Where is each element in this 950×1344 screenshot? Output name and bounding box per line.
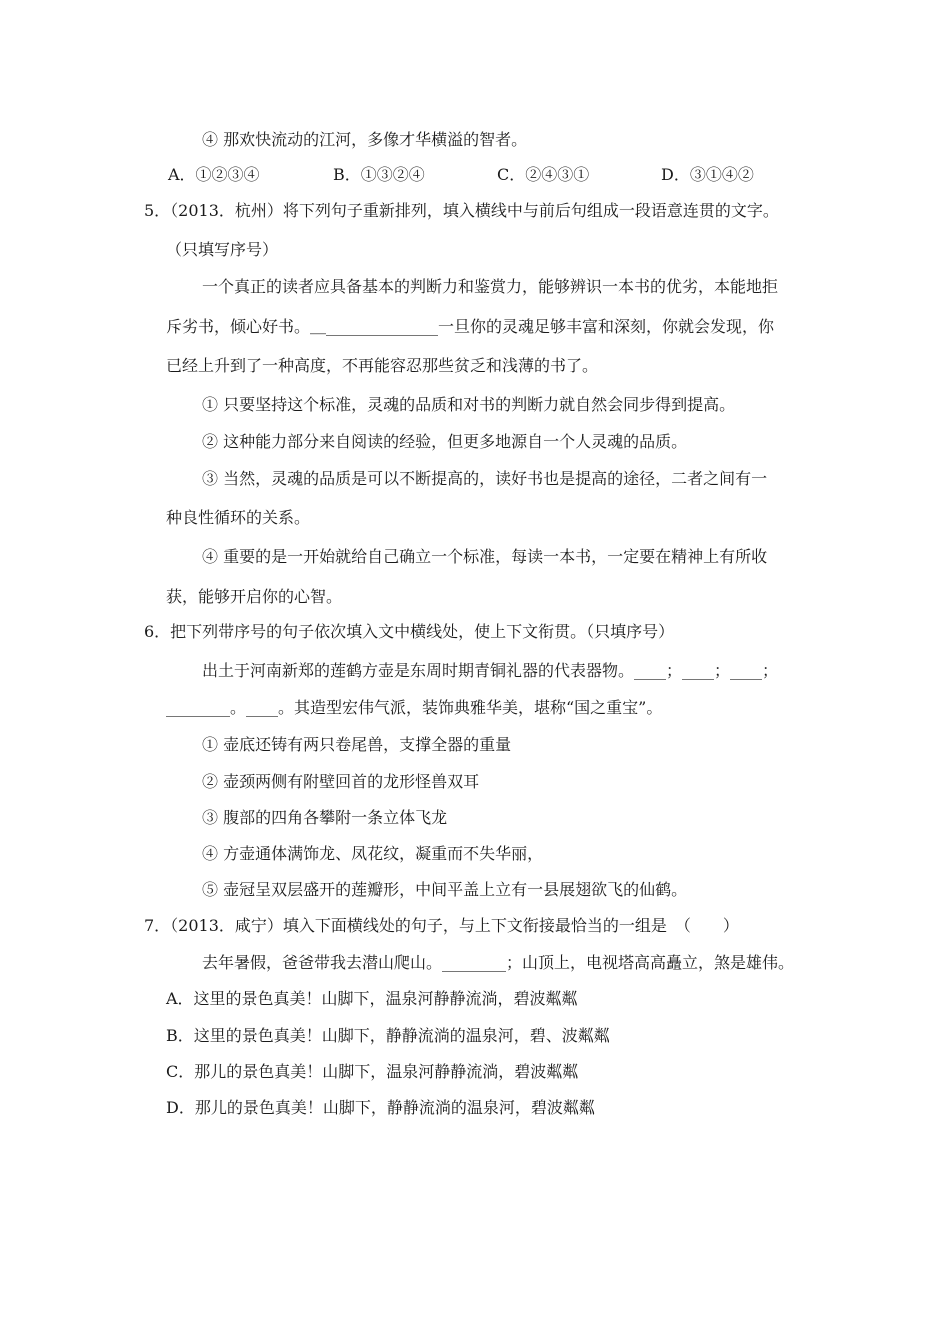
- q6-item-4: ④ 方壶通体满饰龙、凤花纹，凝重而不失华丽，: [202, 844, 544, 863]
- q6-item-5: ⑤ 壶冠呈双层盛开的莲瓣形，中间平盖上立有一县展翅欲飞的仙鹤。: [202, 880, 688, 899]
- q5-item-3: ③ 当然，灵魂的品质是可以不断提高的，读好书也是提高的途径，二者之间有一: [202, 469, 768, 488]
- q7-option-b: B．这里的景色真美！山脚下，静静流淌的温泉河，碧、波粼粼: [166, 1026, 610, 1045]
- q6-stem: 6．把下列带序号的句子依次填入文中横线处，使上下文衔贯。（只填序号）: [144, 622, 675, 641]
- q5-item-1: ① 只要坚持这个标准，灵魂的品质和对书的判断力就自然会同步得到提高。: [202, 395, 736, 414]
- q7-stem: 7．（2013．咸宁）填入下面横线处的句子，与上下文衔接最恰当的一组是 （ ）: [144, 916, 739, 935]
- q6-item-3: ③ 腹部的四角各攀附一条立体飞龙: [202, 808, 448, 827]
- q6-item-2: ② 壶颈两侧有附壁回首的龙形怪兽双耳: [202, 772, 480, 791]
- q7-passage: 去年暑假，爸爸带我去潜山爬山。________；山顶上，电视塔高高矗立，煞是雄伟。: [202, 953, 795, 972]
- q6-passage-line-2: ________。____。其造型宏伟气派，装饰典雅华美，堪称“国之重宝”。: [166, 698, 663, 717]
- q4-option-c: C．②④③①: [497, 165, 590, 184]
- q5-item-4-cont: 获，能够开启你的心智。: [166, 587, 343, 606]
- q4-option-a: A．①②③④: [168, 165, 260, 184]
- q5-passage-line-3: 已经上升到了一种高度，不再能容忍那些贫乏和浅薄的书了。: [166, 356, 599, 375]
- q7-option-d: D．那儿的景色真美！山脚下，静静流淌的温泉河，碧波粼粼: [166, 1098, 595, 1117]
- q5-stem: 5．（2013．杭州）将下列句子重新排列，填入横线中与前后句组成一段语意连贯的文字。: [144, 201, 779, 220]
- q7-option-a: A．这里的景色真美！山脚下，温泉河静静流淌，碧波粼粼: [166, 989, 578, 1008]
- q4-item-4: ④ 那欢快流动的江河，多像才华横溢的智者。: [202, 130, 528, 149]
- q7-option-c: C．那儿的景色真美！山脚下，温泉河静静流淌，碧波粼粼: [166, 1062, 579, 1081]
- q5-item-4: ④ 重要的是一开始就给自己确立一个标准，每读一本书，一定要在精神上有所收: [202, 547, 768, 566]
- q5-item-2: ② 这种能力部分来自阅读的经验，但更多地源自一个人灵魂的品质。: [202, 432, 688, 451]
- q5-passage-line-2: 斥劣书，倾心好书。＿______________一旦你的灵魂足够丰富和深刻，你就会发现，你: [166, 317, 775, 336]
- q5-item-3-cont: 种良性循环的关系。: [166, 508, 311, 527]
- q6-item-1: ① 壶底还铸有两只卷尾兽，支撑全器的重量: [202, 735, 512, 754]
- q6-passage-line-1: 出土于河南新郑的莲鹤方壶是东周时期青铜礼器的代表器物。____；____；____；: [202, 661, 779, 680]
- q4-option-d: D．③①④②: [661, 165, 754, 184]
- q4-option-b: B．①③②④: [333, 165, 425, 184]
- q5-passage-line-1: 一个真正的读者应具备基本的判断力和鉴赏力，能够辨识一本书的优劣，本能地拒: [202, 277, 779, 296]
- q5-stem-note: （只填写序号）: [166, 240, 279, 259]
